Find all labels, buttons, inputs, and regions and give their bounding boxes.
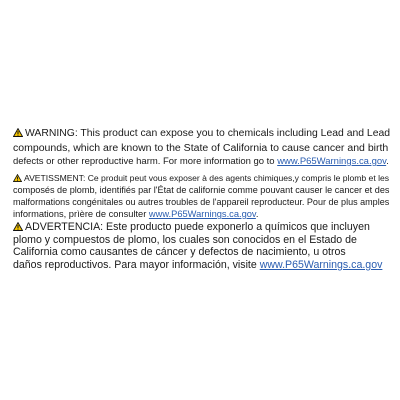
spanish-warning — [13, 221, 393, 271]
english-line-3-tail: . — [386, 156, 389, 167]
warning-triangle-icon — [13, 174, 22, 182]
spanish-p65-link[interactable]: www.P65Warnings.ca.gov — [259, 258, 383, 271]
french-p65-link[interactable]: www.P65Warnings.ca.gov — [148, 209, 256, 219]
french-line-4-tail: . — [255, 209, 259, 219]
english-p65-link[interactable]: www.P65Warnings.ca.gov — [277, 156, 387, 167]
french-line-3: malformations congénitales ou autres troubles de l'appareil reproducteur. Pour de plus amples — [13, 197, 390, 207]
english-line-2: compounds, which are known to the State of California to cause cancer and birth — [13, 142, 389, 154]
french-line-2: composés de plomb, identifiés par l'État de californie comme pouvant causer le cancer et des — [13, 185, 390, 195]
french-warning — [13, 172, 393, 220]
spanish-line-1-text: ADVERTENCIA: Este producto puede exponerlo a químicos que incluyen — [25, 221, 370, 233]
english-line-3 — [13, 155, 393, 169]
french-line-4 — [13, 208, 393, 220]
spanish-line-4-text: daños reproductivos. Para mayor información, visite — [13, 258, 260, 271]
spanish-line-2: plomo y compuestos de plomo, los cuales son conocidos en el Estado de — [13, 233, 357, 246]
french-line-4-text: informations, prìère de consulter — [13, 209, 149, 219]
spanish-line-1 — [13, 221, 393, 234]
warning-triangle-icon — [13, 128, 23, 137]
french-line-1-text: AVETISSMENT: Ce produit peut vous exposer à des agents chimiques,y compris le plomb et les — [24, 173, 390, 183]
warning-triangle-icon — [13, 222, 23, 231]
spanish-line-3: California como causantes de cáncer y defectos de nacimiento, u otros — [13, 246, 346, 259]
english-line-3-text: defects or other reproductive harm. For more information go to — [13, 156, 278, 167]
french-line-1 — [13, 172, 393, 184]
english-line-1-text: WARNING: This product can expose you to chemicals including Lead and Lead — [25, 128, 391, 139]
spanish-line-4 — [13, 259, 393, 272]
english-warning — [13, 127, 393, 169]
english-line-1 — [13, 127, 393, 141]
